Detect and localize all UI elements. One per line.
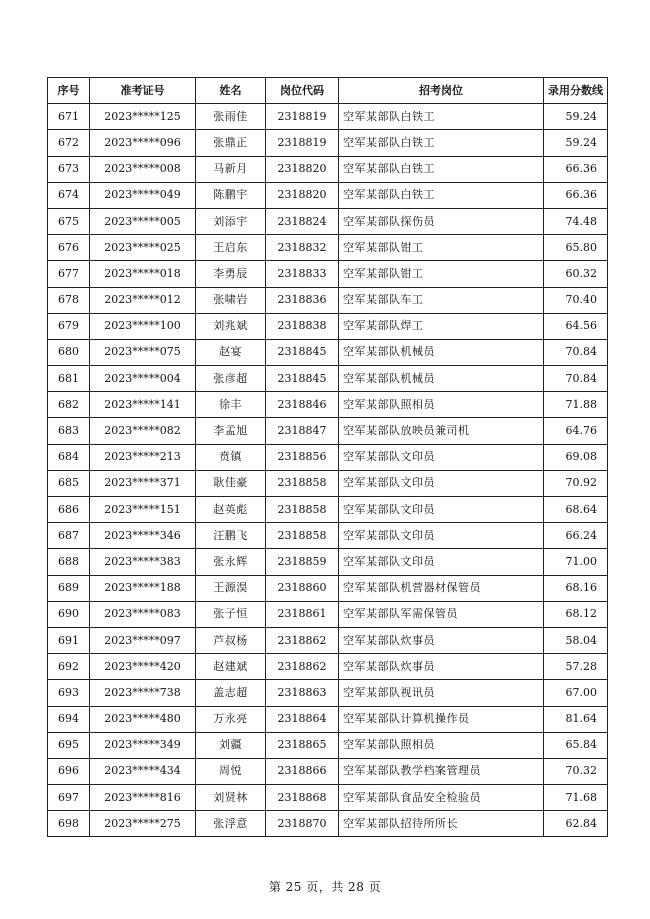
cell-seq: 689 <box>48 575 90 601</box>
table-row <box>48 208 608 234</box>
cell-exam-id: 2023*****434 <box>90 758 196 784</box>
cell-seq: 681 <box>48 366 90 392</box>
table-row <box>48 627 608 653</box>
cell-exam-id: 2023*****125 <box>90 104 196 130</box>
header-seq: 序号 <box>48 78 90 104</box>
table-body <box>48 104 608 837</box>
cell-score: 70.84 <box>544 366 608 392</box>
cell-score: 67.00 <box>544 680 608 706</box>
cell-score: 70.84 <box>544 339 608 365</box>
cell-exam-id: 2023*****346 <box>90 523 196 549</box>
cell-exam-id: 2023*****213 <box>90 444 196 470</box>
cell-seq: 694 <box>48 706 90 732</box>
cell-score: 64.76 <box>544 418 608 444</box>
cell-post: 空军某部队军需保管员 <box>339 601 544 627</box>
table-row <box>48 470 608 496</box>
cell-post-code: 2318866 <box>266 758 339 784</box>
cell-exam-id: 2023*****082 <box>90 418 196 444</box>
cell-name: 王源淏 <box>196 575 266 601</box>
cell-name: 赵宴 <box>196 339 266 365</box>
cell-seq: 674 <box>48 182 90 208</box>
cell-seq: 687 <box>48 523 90 549</box>
cell-exam-id: 2023*****075 <box>90 339 196 365</box>
cell-name: 李勇辰 <box>196 261 266 287</box>
cell-post-code: 2318861 <box>266 601 339 627</box>
cell-post-code: 2318819 <box>266 130 339 156</box>
admission-score-table <box>47 77 608 837</box>
cell-seq: 684 <box>48 444 90 470</box>
cell-name: 万永亮 <box>196 706 266 732</box>
cell-name: 张彦超 <box>196 366 266 392</box>
cell-post-code: 2318833 <box>266 261 339 287</box>
cell-name: 徐丰 <box>196 392 266 418</box>
cell-exam-id: 2023*****096 <box>90 130 196 156</box>
cell-exam-id: 2023*****480 <box>90 706 196 732</box>
cell-post: 空军某部队视讯员 <box>339 680 544 706</box>
cell-exam-id: 2023*****049 <box>90 182 196 208</box>
cell-score: 59.24 <box>544 104 608 130</box>
cell-post: 空军某部队教学档案管理员 <box>339 758 544 784</box>
table-row <box>48 104 608 130</box>
table-row <box>48 732 608 758</box>
cell-score: 65.80 <box>544 235 608 261</box>
cell-post-code: 2318868 <box>266 785 339 811</box>
cell-post: 空军某部队文印员 <box>339 497 544 523</box>
cell-score: 66.24 <box>544 523 608 549</box>
table-row <box>48 235 608 261</box>
cell-post-code: 2318838 <box>266 313 339 339</box>
cell-exam-id: 2023*****349 <box>90 732 196 758</box>
table-row <box>48 549 608 575</box>
table-row <box>48 392 608 418</box>
cell-post-code: 2318862 <box>266 627 339 653</box>
cell-score: 70.32 <box>544 758 608 784</box>
cell-score: 58.04 <box>544 627 608 653</box>
header-score: 录用分数线 <box>544 78 608 104</box>
cell-post: 空军某部队计算机操作员 <box>339 706 544 732</box>
table-row <box>48 706 608 732</box>
cell-post: 空军某部队食品安全检验员 <box>339 785 544 811</box>
cell-post-code: 2318847 <box>266 418 339 444</box>
cell-name: 刘兆斌 <box>196 313 266 339</box>
cell-name: 张永辉 <box>196 549 266 575</box>
cell-post-code: 2318862 <box>266 654 339 680</box>
cell-post-code: 2318820 <box>266 156 339 182</box>
cell-post: 空军某部队机械员 <box>339 366 544 392</box>
cell-exam-id: 2023*****420 <box>90 654 196 680</box>
cell-name: 耿佳豪 <box>196 470 266 496</box>
table-row <box>48 339 608 365</box>
cell-post: 空军某部队白铁工 <box>339 130 544 156</box>
cell-post: 空军某部队机械员 <box>339 339 544 365</box>
table-row <box>48 182 608 208</box>
cell-seq: 698 <box>48 811 90 837</box>
cell-seq: 679 <box>48 313 90 339</box>
cell-name: 汪鹏飞 <box>196 523 266 549</box>
cell-name: 刘贤林 <box>196 785 266 811</box>
cell-exam-id: 2023*****083 <box>90 601 196 627</box>
cell-seq: 678 <box>48 287 90 313</box>
cell-seq: 693 <box>48 680 90 706</box>
cell-name: 周悦 <box>196 758 266 784</box>
cell-post-code: 2318858 <box>266 470 339 496</box>
cell-exam-id: 2023*****141 <box>90 392 196 418</box>
cell-post-code: 2318836 <box>266 287 339 313</box>
cell-post: 空军某部队白铁工 <box>339 104 544 130</box>
cell-score: 60.32 <box>544 261 608 287</box>
cell-post: 空军某部队文印员 <box>339 549 544 575</box>
cell-name: 张啸岩 <box>196 287 266 313</box>
cell-name: 李孟旭 <box>196 418 266 444</box>
cell-post-code: 2318845 <box>266 366 339 392</box>
cell-seq: 696 <box>48 758 90 784</box>
cell-score: 66.36 <box>544 182 608 208</box>
cell-post: 空军某部队焊工 <box>339 313 544 339</box>
cell-post: 空军某部队招待所所长 <box>339 811 544 837</box>
cell-post: 空军某部队机营器材保管员 <box>339 575 544 601</box>
cell-exam-id: 2023*****383 <box>90 549 196 575</box>
table-row <box>48 287 608 313</box>
cell-name: 刘疆 <box>196 732 266 758</box>
cell-exam-id: 2023*****004 <box>90 366 196 392</box>
cell-score: 59.24 <box>544 130 608 156</box>
cell-score: 68.16 <box>544 575 608 601</box>
cell-exam-id: 2023*****097 <box>90 627 196 653</box>
cell-score: 57.28 <box>544 654 608 680</box>
cell-post: 空军某部队文印员 <box>339 444 544 470</box>
cell-exam-id: 2023*****188 <box>90 575 196 601</box>
cell-seq: 683 <box>48 418 90 444</box>
cell-seq: 680 <box>48 339 90 365</box>
table-row <box>48 261 608 287</box>
cell-post: 空军某部队钳工 <box>339 261 544 287</box>
cell-score: 65.84 <box>544 732 608 758</box>
cell-name: 贲镇 <box>196 444 266 470</box>
table-row <box>48 523 608 549</box>
cell-post: 空军某部队文印员 <box>339 470 544 496</box>
cell-seq: 682 <box>48 392 90 418</box>
cell-seq: 675 <box>48 208 90 234</box>
cell-score: 71.68 <box>544 785 608 811</box>
cell-post-code: 2318832 <box>266 235 339 261</box>
cell-exam-id: 2023*****100 <box>90 313 196 339</box>
cell-name: 盖志超 <box>196 680 266 706</box>
cell-name: 张鼎正 <box>196 130 266 156</box>
cell-score: 70.92 <box>544 470 608 496</box>
cell-exam-id: 2023*****151 <box>90 497 196 523</box>
cell-exam-id: 2023*****275 <box>90 811 196 837</box>
cell-score: 68.12 <box>544 601 608 627</box>
cell-post-code: 2318856 <box>266 444 339 470</box>
table-row <box>48 313 608 339</box>
cell-seq: 690 <box>48 601 90 627</box>
cell-post-code: 2318846 <box>266 392 339 418</box>
cell-post: 空军某部队照相员 <box>339 392 544 418</box>
cell-post-code: 2318865 <box>266 732 339 758</box>
cell-post: 空军某部队炊事员 <box>339 654 544 680</box>
cell-exam-id: 2023*****816 <box>90 785 196 811</box>
cell-exam-id: 2023*****008 <box>90 156 196 182</box>
cell-post-code: 2318845 <box>266 339 339 365</box>
table-row <box>48 758 608 784</box>
cell-post-code: 2318860 <box>266 575 339 601</box>
cell-exam-id: 2023*****025 <box>90 235 196 261</box>
cell-seq: 692 <box>48 654 90 680</box>
cell-exam-id: 2023*****005 <box>90 208 196 234</box>
table-row <box>48 601 608 627</box>
cell-exam-id: 2023*****371 <box>90 470 196 496</box>
cell-exam-id: 2023*****018 <box>90 261 196 287</box>
cell-post: 空军某部队文印员 <box>339 523 544 549</box>
page-number-footer: 第 25 页，共 28 页 <box>268 880 382 894</box>
cell-post-code: 2318870 <box>266 811 339 837</box>
cell-name: 赵建斌 <box>196 654 266 680</box>
cell-name: 赵英彪 <box>196 497 266 523</box>
cell-seq: 672 <box>48 130 90 156</box>
cell-post: 空军某部队炊事员 <box>339 627 544 653</box>
table-row <box>48 811 608 837</box>
cell-name: 刘添宇 <box>196 208 266 234</box>
table-row <box>48 575 608 601</box>
cell-post-code: 2318819 <box>266 104 339 130</box>
table-row <box>48 418 608 444</box>
cell-score: 68.64 <box>544 497 608 523</box>
cell-score: 81.64 <box>544 706 608 732</box>
cell-post-code: 2318824 <box>266 208 339 234</box>
cell-post: 空军某部队照相员 <box>339 732 544 758</box>
cell-seq: 676 <box>48 235 90 261</box>
cell-name: 张浮意 <box>196 811 266 837</box>
cell-seq: 673 <box>48 156 90 182</box>
cell-post: 空军某部队探伤员 <box>339 208 544 234</box>
cell-seq: 697 <box>48 785 90 811</box>
cell-name: 张子恒 <box>196 601 266 627</box>
cell-score: 66.36 <box>544 156 608 182</box>
cell-name: 马新月 <box>196 156 266 182</box>
header-post-code: 岗位代码 <box>266 78 339 104</box>
table-row <box>48 654 608 680</box>
cell-seq: 688 <box>48 549 90 575</box>
cell-post-code: 2318859 <box>266 549 339 575</box>
table-row <box>48 785 608 811</box>
cell-seq: 691 <box>48 627 90 653</box>
cell-post: 空军某部队钳工 <box>339 235 544 261</box>
cell-post-code: 2318864 <box>266 706 339 732</box>
cell-post-code: 2318820 <box>266 182 339 208</box>
cell-post: 空军某部队车工 <box>339 287 544 313</box>
cell-post-code: 2318858 <box>266 523 339 549</box>
cell-seq: 686 <box>48 497 90 523</box>
cell-seq: 685 <box>48 470 90 496</box>
cell-exam-id: 2023*****012 <box>90 287 196 313</box>
header-exam-id: 准考证号 <box>90 78 196 104</box>
header-name: 姓名 <box>196 78 266 104</box>
cell-score: 74.48 <box>544 208 608 234</box>
cell-score: 69.08 <box>544 444 608 470</box>
cell-post-code: 2318863 <box>266 680 339 706</box>
cell-name: 陈鹏宇 <box>196 182 266 208</box>
cell-post: 空军某部队放映员兼司机 <box>339 418 544 444</box>
cell-score: 70.40 <box>544 287 608 313</box>
cell-post: 空军某部队白铁工 <box>339 182 544 208</box>
cell-seq: 677 <box>48 261 90 287</box>
header-post: 招考岗位 <box>339 78 544 104</box>
table-row <box>48 156 608 182</box>
cell-score: 71.00 <box>544 549 608 575</box>
cell-name: 张雨佳 <box>196 104 266 130</box>
cell-score: 71.88 <box>544 392 608 418</box>
cell-score: 62.84 <box>544 811 608 837</box>
cell-name: 王启东 <box>196 235 266 261</box>
cell-name: 芦叔杨 <box>196 627 266 653</box>
cell-post-code: 2318858 <box>266 497 339 523</box>
table-row <box>48 444 608 470</box>
cell-seq: 695 <box>48 732 90 758</box>
table-row <box>48 130 608 156</box>
cell-post: 空军某部队白铁工 <box>339 156 544 182</box>
table-row <box>48 366 608 392</box>
cell-exam-id: 2023*****738 <box>90 680 196 706</box>
table-header-row <box>48 78 608 104</box>
table-row <box>48 497 608 523</box>
cell-score: 64.56 <box>544 313 608 339</box>
table-row <box>48 680 608 706</box>
cell-seq: 671 <box>48 104 90 130</box>
